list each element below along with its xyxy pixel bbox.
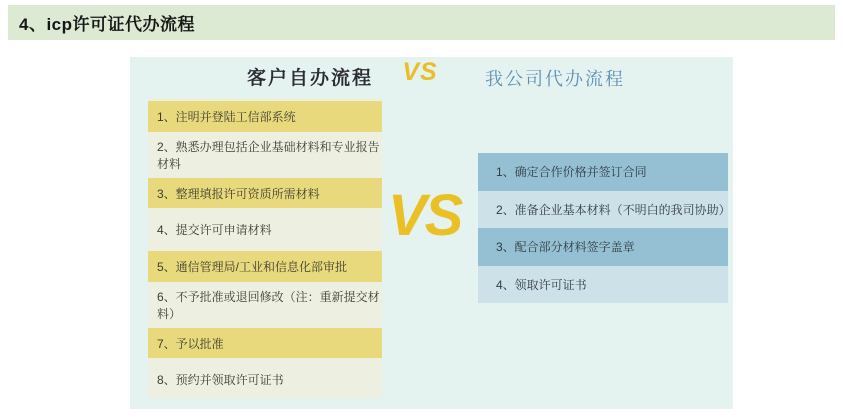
left-column-title: 客户自办流程: [246, 67, 373, 89]
self-service-steps-list: [148, 98, 382, 398]
right-column-title: 我公司代办流程: [485, 69, 625, 90]
step-row: [148, 248, 382, 285]
step-row: [478, 228, 728, 266]
step-text: 1、确定合作价格并签订合同: [496, 165, 647, 180]
vs-label-small: VS: [402, 58, 438, 86]
vs-label-large: VS: [388, 183, 462, 248]
step-text: 2、熟悉办理包括企业基础材料和专业报告材料: [157, 139, 380, 171]
step-row: [148, 175, 382, 212]
step-text: 2、准备企业基本材料（不明白的我司协助）: [496, 202, 731, 217]
step-row: [478, 191, 731, 229]
step-text: 4、提交许可申请材料: [157, 223, 272, 238]
step-row: [478, 266, 728, 304]
step-text: 4、领取许可证书: [496, 277, 587, 292]
step-text: 6、不予批准或退回修改（注：重新提交材料）: [157, 289, 380, 321]
agency-steps-list: [478, 153, 731, 303]
step-text: 5、通信管理局/工业和信息化部审批: [157, 259, 348, 274]
step-row: [148, 135, 382, 175]
step-text: 8、预约并领取许可证书: [157, 373, 284, 388]
step-text: 1、注明并登陆工信部系统: [157, 109, 296, 124]
step-row: [148, 211, 382, 248]
step-row: [148, 325, 382, 362]
step-text: 3、整理填报许可资质所需材料: [157, 186, 320, 201]
section-heading-bar: [8, 5, 835, 40]
step-text: 3、配合部分材料签字盖章: [496, 240, 635, 255]
step-row: [148, 361, 382, 398]
section-heading: 4、icp许可证代办流程: [19, 15, 196, 34]
step-text: 7、予以批准: [157, 336, 224, 351]
step-row: [148, 285, 382, 325]
comparison-panel: [130, 57, 733, 409]
step-row: [148, 98, 382, 135]
step-row: [478, 153, 728, 191]
